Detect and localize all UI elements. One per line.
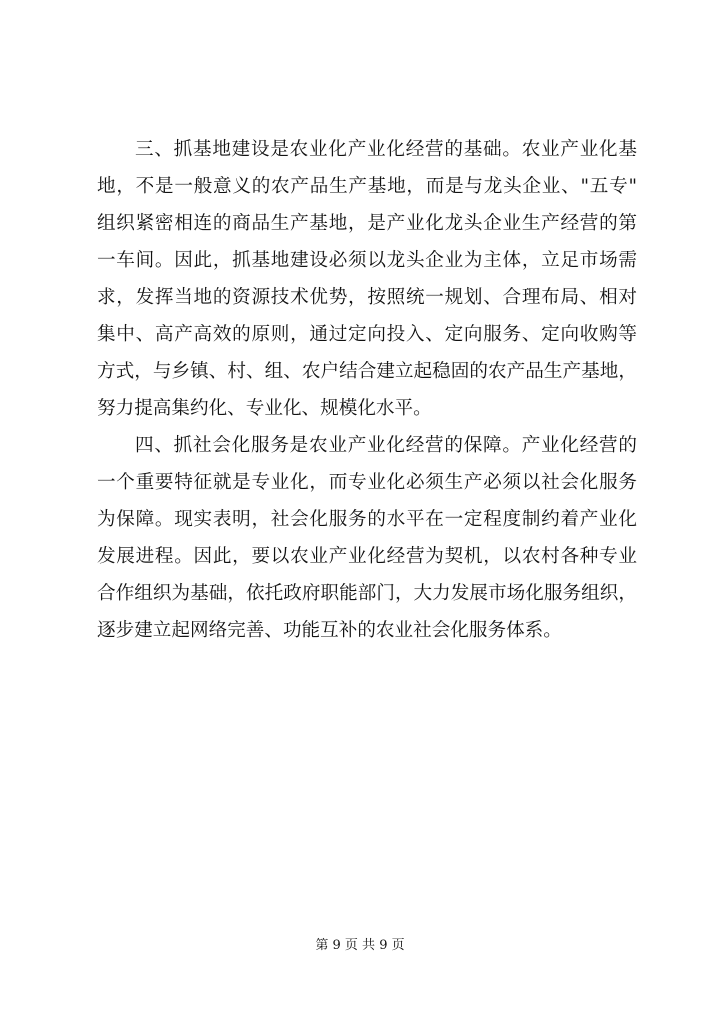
paragraph-line: 组织紧密相连的商品生产基地，是产业化龙头企业生产经营的第 [97, 213, 637, 234]
paragraph-line: 求，发挥当地的资源技术优势，按照统一规划、合理布局、相对 [97, 287, 637, 308]
document-body [97, 131, 637, 649]
paragraph-socialized-services [97, 427, 637, 649]
paragraph-line: 努力提高集约化、专业化、规模化水平。 [97, 398, 432, 419]
paragraph-line: 三、抓基地建设是农业化产业化经营的基础。农业产业化基 [135, 139, 637, 160]
paragraph-line: 一个重要特征就是专业化，而专业化必须生产必须以社会化服务 [97, 472, 637, 493]
paragraph-line: 四、抓社会化服务是农业产业化经营的保障。产业化经营的 [135, 435, 637, 456]
page-number-footer: 第 9 页 共 9 页 [315, 938, 405, 953]
paragraph-line: 合作组织为基础，依托政府职能部门，大力发展市场化服务组织， [97, 583, 637, 604]
paragraph-line: 集中、高产高效的原则，通过定向投入、定向服务、定向收购等 [97, 324, 637, 345]
paragraph-line: 逐步建立起网络完善、功能互补的农业社会化服务体系。 [97, 620, 562, 641]
paragraph-line: 地，不是一般意义的农产品生产基地，而是与龙头企业、"五专" [97, 176, 637, 197]
paragraph-line: 为保障。现实表明，社会化服务的水平在一定程度制约着产业化 [97, 509, 637, 530]
paragraph-line: 方式，与乡镇、村、组、农户结合建立起稳固的农产品生产基地， [97, 361, 637, 382]
paragraph-base-construction [97, 131, 637, 427]
paragraph-line: 一车间。因此，抓基地建设必须以龙头企业为主体，立足市场需 [97, 250, 637, 271]
paragraph-line: 发展进程。因此，要以农业产业化经营为契机，以农村各种专业 [97, 546, 637, 567]
